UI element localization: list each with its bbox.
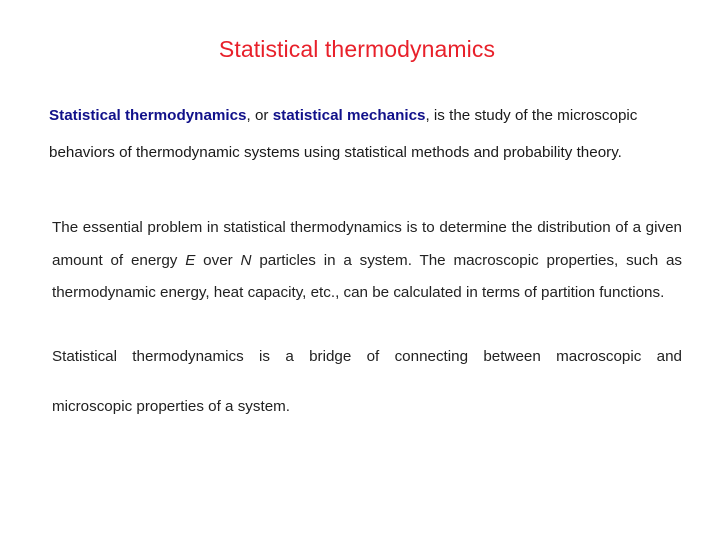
bridge-line-1: Statistical thermodynamics is a bridge of connecting between macroscopic and	[52, 348, 682, 365]
term-statistical-thermodynamics: Statistical thermodynamics	[49, 107, 247, 124]
bridge-line-2: microscopic properties of a system.	[52, 398, 291, 415]
bridge-paragraph	[52, 342, 682, 422]
problem-paragraph	[52, 212, 682, 310]
intro-definition-text: , is the study of the microscopic behaviors of thermodynamic systems using statistical methods and probability theory.	[49, 107, 638, 161]
problem-text-part1: The essential problem in statistical thermodynamics is to determine the distribution of a given amount of energy	[52, 219, 682, 269]
problem-text-part2: over	[195, 251, 241, 269]
intro-paragraph	[49, 97, 689, 171]
intro-separator: , or	[246, 107, 273, 124]
problem-text-part3: particles in a system. The macroscopic properties, such as thermodynamic energy, heat capacity, etc., can be calculated in terms of partition functions.	[52, 251, 683, 302]
variable-particles: N	[240, 251, 252, 269]
term-statistical-mechanics: statistical mechanics	[272, 107, 426, 124]
variable-energy: E	[185, 251, 196, 269]
page-title: Statistical thermodynamics	[218, 36, 496, 62]
